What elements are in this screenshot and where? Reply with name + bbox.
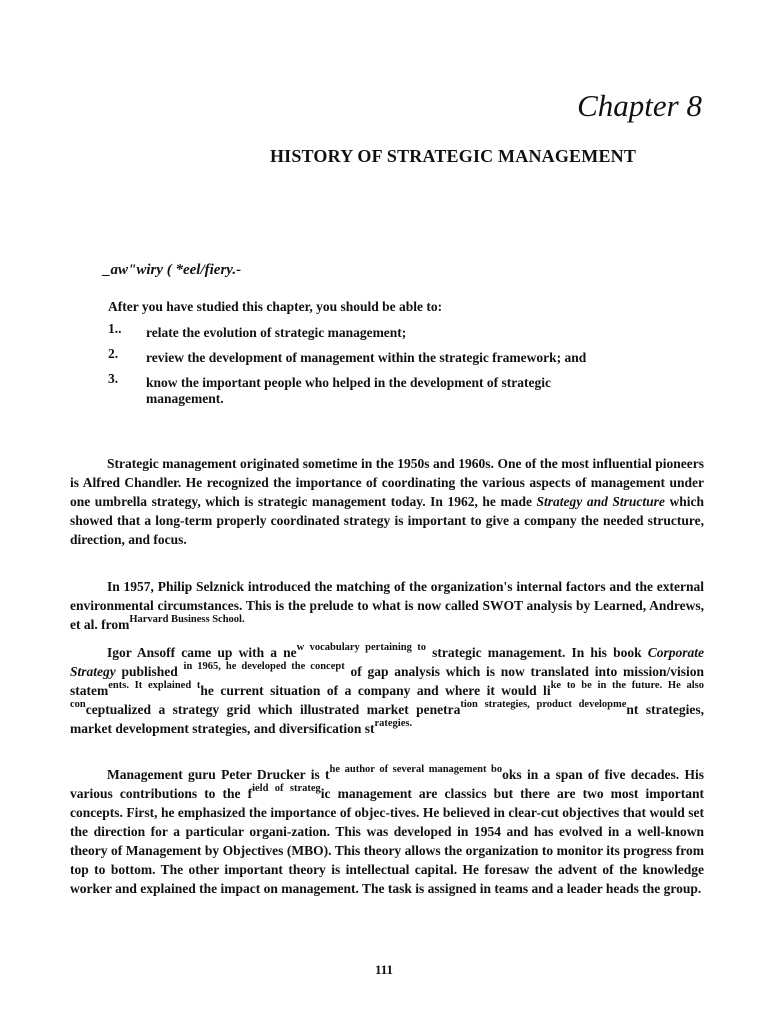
text-run: ceptualized a strategy grid which illustrated market penetra [85, 702, 461, 717]
raised-text-run: ke to be in the future. He also con [70, 680, 705, 710]
paragraph-drucker [70, 765, 704, 898]
objective-text: review the development of management within the strategic framework; and [146, 350, 587, 365]
objective-number: 1.. [108, 321, 122, 336]
objective-text: relate the evolution of strategic management; [146, 325, 407, 340]
chapter-title: HISTORY OF STRATEGIC MANAGEMENT [269, 146, 637, 166]
raised-text-run: ents. It explained t [108, 680, 201, 691]
raised-text-run: tion strategies, product developme [460, 699, 627, 710]
text-run: nt strategies, market development strategies, and diversification st [70, 702, 704, 736]
text-run: Management guru Peter Drucker is t [107, 767, 330, 782]
text-run: ic management are classics but there are two most important concepts. First, he emphasized the importance of objec-tives. He believed in clear-cut objectives that would set the direction for a particular organi-zation. This was developed in 1954 and has evolved in a well-known theory of Management by Objectives (MBO). This theory allows the organization to monitor its progress from top to bottom. The other important theory is intellectual capital. He foresaw the advent of the knowledge worker and explained the impact on management. The task is assigned in teams and a leader heads the group. [70, 786, 704, 896]
objective-item [108, 321, 608, 341]
objective-text: know the important people who helped in the development of strategic management. [146, 375, 551, 406]
paragraph-selznick [70, 577, 704, 634]
book-title: Strategy and Structure [536, 494, 665, 509]
page-number: 111 [374, 962, 394, 977]
raised-text-run: in 1965, he developed the concept [183, 661, 345, 672]
text-run: In 1957, Philip Selznick introduced the matching of the organization's internal factors and the external environmental circumstances. This is the prelude to what is now called SWOT analysis by Learned, Andrews, et al. from [70, 579, 704, 632]
text-run: Strategic management originated sometime in the 1950s and 1960s. One of the most influential pioneers is Alfred Chandler. He recognized the importance of coordinating the various aspects of management under one umbrella strategy, which is strategic management today. In 1962, he made [70, 456, 704, 509]
chapter-label: Chapter 8 [577, 88, 702, 123]
raised-text-run: he author of several management bo [329, 764, 503, 775]
objective-item [108, 371, 608, 407]
objectives-intro: After you have studied this chapter, you should be able to: [108, 299, 443, 314]
text-run: he current situation of a company and where it would li [200, 683, 551, 698]
raised-text-run: Harvard Business School. [129, 614, 245, 625]
objective-number: 3. [108, 371, 119, 386]
raised-text-run: w vocabulary pertaining to [296, 642, 426, 653]
raised-text-run: rategies. [374, 718, 413, 729]
paragraph-chandler [70, 454, 704, 549]
objective-item [108, 346, 608, 366]
text-run: published [115, 664, 184, 679]
text-run: of gap analysis which is now translated into mission/vision statem [70, 664, 704, 698]
book-title: Corporate Strategy [70, 645, 705, 679]
paragraph-ansoff [70, 643, 704, 738]
text-run: strategic management. In his book [426, 645, 648, 660]
text-run: Igor Ansoff came up with a ne [107, 645, 297, 660]
raised-text-run: ield of strateg [252, 783, 321, 794]
text-run: which showed that a long-term properly coordinated strategy is important to give a company the needed structure, direction, and focus. [70, 494, 704, 547]
section-heading: _aw"wiry ( *eel/fiery.- [103, 262, 242, 278]
text-run: oks in a span of five decades. His various contributions to the f [70, 767, 704, 801]
objective-number: 2. [108, 346, 119, 361]
